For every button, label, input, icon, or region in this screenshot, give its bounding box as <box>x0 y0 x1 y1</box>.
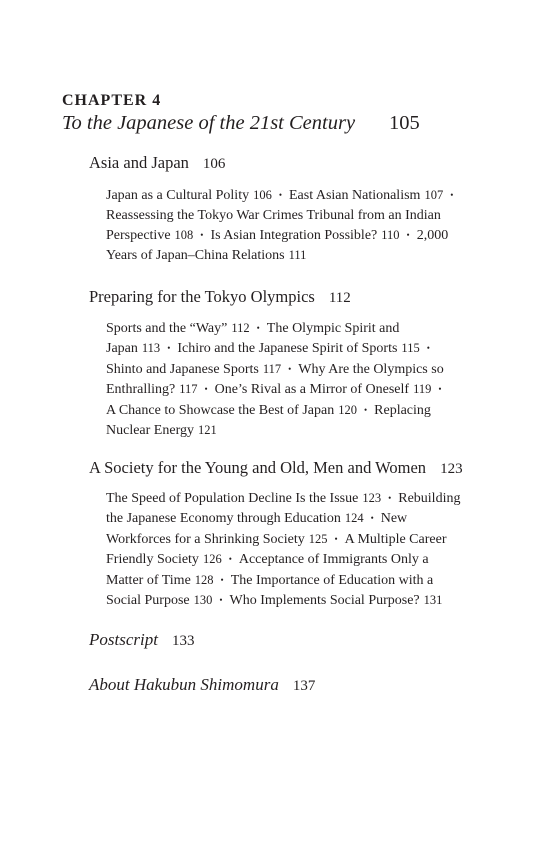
chapter-page-number: 105 <box>389 112 420 134</box>
section-entries <box>106 489 501 611</box>
entry-title: Friendly Society <box>106 552 199 568</box>
entry-separator-bullet: • <box>200 229 204 240</box>
entry-page-number: 106 <box>253 188 272 202</box>
postscript-page-number: 133 <box>171 633 195 649</box>
about-author-entry <box>89 675 315 695</box>
entry-title: Ichiro and the Japanese Spirit of Sports <box>177 341 398 357</box>
entry-page-number: 125 <box>308 531 328 546</box>
section-page-number: 112 <box>328 290 351 306</box>
toc-entry-line <box>106 226 501 246</box>
entry-page-number: 121 <box>197 423 217 438</box>
about-author-page-number: 137 <box>292 678 316 694</box>
entry-title: Shinto and Japanese Sports <box>106 361 259 377</box>
entry-separator-bullet: • <box>334 533 338 544</box>
section-title-text: A Society for the Young and Old, Men and Women <box>89 458 427 477</box>
section-asia-japan <box>89 153 509 174</box>
section-entries <box>106 186 501 266</box>
entry-title: Japan as a Cultural Polity <box>106 188 250 203</box>
entry-title: Rebuilding <box>398 491 461 506</box>
toc-entry-line <box>106 360 501 380</box>
section-page-number: 123 <box>440 461 463 477</box>
entry-page-number: 110 <box>381 227 400 242</box>
entry-title: Matter of Time <box>106 572 191 588</box>
entry-page-number: 108 <box>174 227 194 242</box>
section-title <box>89 153 509 174</box>
entry-title: A Chance to Showcase the Best of Japan <box>106 402 335 418</box>
entry-separator-bullet: • <box>426 343 430 354</box>
toc-entry-line <box>106 421 501 440</box>
entry-title: Workforces for a Shrinking Society <box>106 531 305 547</box>
entry-page-number: 123 <box>362 491 382 505</box>
entry-page-number: 117 <box>179 382 198 397</box>
entry-separator-bullet: • <box>278 190 282 200</box>
toc-entry-line <box>106 339 501 359</box>
section-entries <box>106 319 501 440</box>
entry-page-number: 115 <box>401 341 420 356</box>
postscript-entry <box>89 630 194 650</box>
entry-page-number: 113 <box>141 341 161 356</box>
about-author-title: About Hakubun Shimomura <box>89 675 279 694</box>
entry-separator-bullet: • <box>406 229 410 240</box>
entry-title: Nuclear Energy <box>106 423 194 439</box>
entry-page-number: 119 <box>413 382 432 397</box>
entry-page-number: 131 <box>423 593 443 608</box>
entry-title: The Olympic Spirit and <box>266 321 400 336</box>
entry-title: A Multiple Career <box>344 531 447 547</box>
entry-title: Sports and the “Way” <box>106 321 228 336</box>
entry-title: The Importance of Education with a <box>230 572 434 588</box>
entry-title: Replacing <box>374 402 431 418</box>
entry-title: Who Implements Social Purpose? <box>229 593 420 609</box>
entry-page-number: 124 <box>344 511 364 526</box>
entry-page-number: 130 <box>193 593 213 608</box>
entry-title: Enthralling? <box>106 382 176 398</box>
section-title <box>89 458 509 479</box>
chapter-title-text: To the Japanese of the 21st Century <box>62 112 356 134</box>
entry-title: Social Purpose <box>106 593 190 609</box>
entry-separator-bullet: • <box>256 323 260 333</box>
section-page-number: 106 <box>202 156 226 172</box>
entry-separator-bullet: • <box>288 363 292 374</box>
entry-title: 2,000 <box>416 227 449 243</box>
postscript-title: Postscript <box>89 630 158 649</box>
toc-entry-line <box>106 571 501 591</box>
section-title-text: Preparing for the Tokyo Olympics <box>89 287 315 306</box>
entry-title: Perspective <box>106 227 171 243</box>
entry-page-number: 126 <box>202 552 222 567</box>
toc-entry-line <box>106 489 501 509</box>
entry-title: Japan <box>106 341 138 357</box>
section-tokyo-olympics <box>89 287 509 308</box>
entry-title: Acceptance of Immigrants Only a <box>238 552 429 568</box>
toc-entry-line <box>106 401 501 421</box>
toc-entry-line <box>106 206 501 225</box>
entry-title: Why Are the Olympics so <box>298 361 444 377</box>
entry-title: the Japanese Economy through Education <box>106 511 341 527</box>
entry-page-number: 112 <box>231 321 250 335</box>
toc-entry-line <box>106 246 501 265</box>
entry-separator-bullet: • <box>438 384 442 395</box>
entry-separator-bullet: • <box>220 574 224 585</box>
entry-title: One’s Rival as a Mirror of Oneself <box>214 382 410 398</box>
entry-page-number: 120 <box>338 402 357 417</box>
entry-separator-bullet: • <box>228 554 232 565</box>
entry-title: The Speed of Population Decline Is the Issue <box>106 491 359 506</box>
entry-title: New <box>380 511 408 527</box>
entry-separator-bullet: • <box>219 595 223 606</box>
toc-entry-line <box>106 591 501 611</box>
entry-title: East Asian Nationalism <box>289 188 421 203</box>
entry-separator-bullet: • <box>167 343 171 354</box>
entry-separator-bullet: • <box>388 493 392 503</box>
entry-title: Years of Japan–China Relations <box>106 248 285 264</box>
entry-title: Reassessing the Tokyo War Crimes Tribunal from an Indian <box>106 208 441 224</box>
entry-page-number: 111 <box>288 248 307 263</box>
section-title-text: Asia and Japan <box>89 153 189 172</box>
entry-separator-bullet: • <box>370 513 374 524</box>
entry-page-number: 107 <box>424 188 444 202</box>
chapter-title <box>62 112 420 135</box>
entry-separator-bullet: • <box>363 404 368 415</box>
toc-entry-line <box>106 509 501 529</box>
entry-separator-bullet: • <box>204 384 208 395</box>
entry-page-number: 128 <box>194 572 214 587</box>
toc-entry-line <box>106 380 501 400</box>
entry-separator-bullet: • <box>450 190 454 200</box>
section-title <box>89 287 509 308</box>
toc-entry-line <box>106 319 501 339</box>
toc-entry-line <box>106 530 501 550</box>
entry-title: Is Asian Integration Possible? <box>210 227 378 243</box>
section-society <box>89 458 509 479</box>
entry-page-number: 117 <box>262 361 282 376</box>
toc-entry-line <box>106 186 501 206</box>
toc-entry-line <box>106 550 501 570</box>
chapter-label: CHAPTER 4 <box>62 92 162 109</box>
